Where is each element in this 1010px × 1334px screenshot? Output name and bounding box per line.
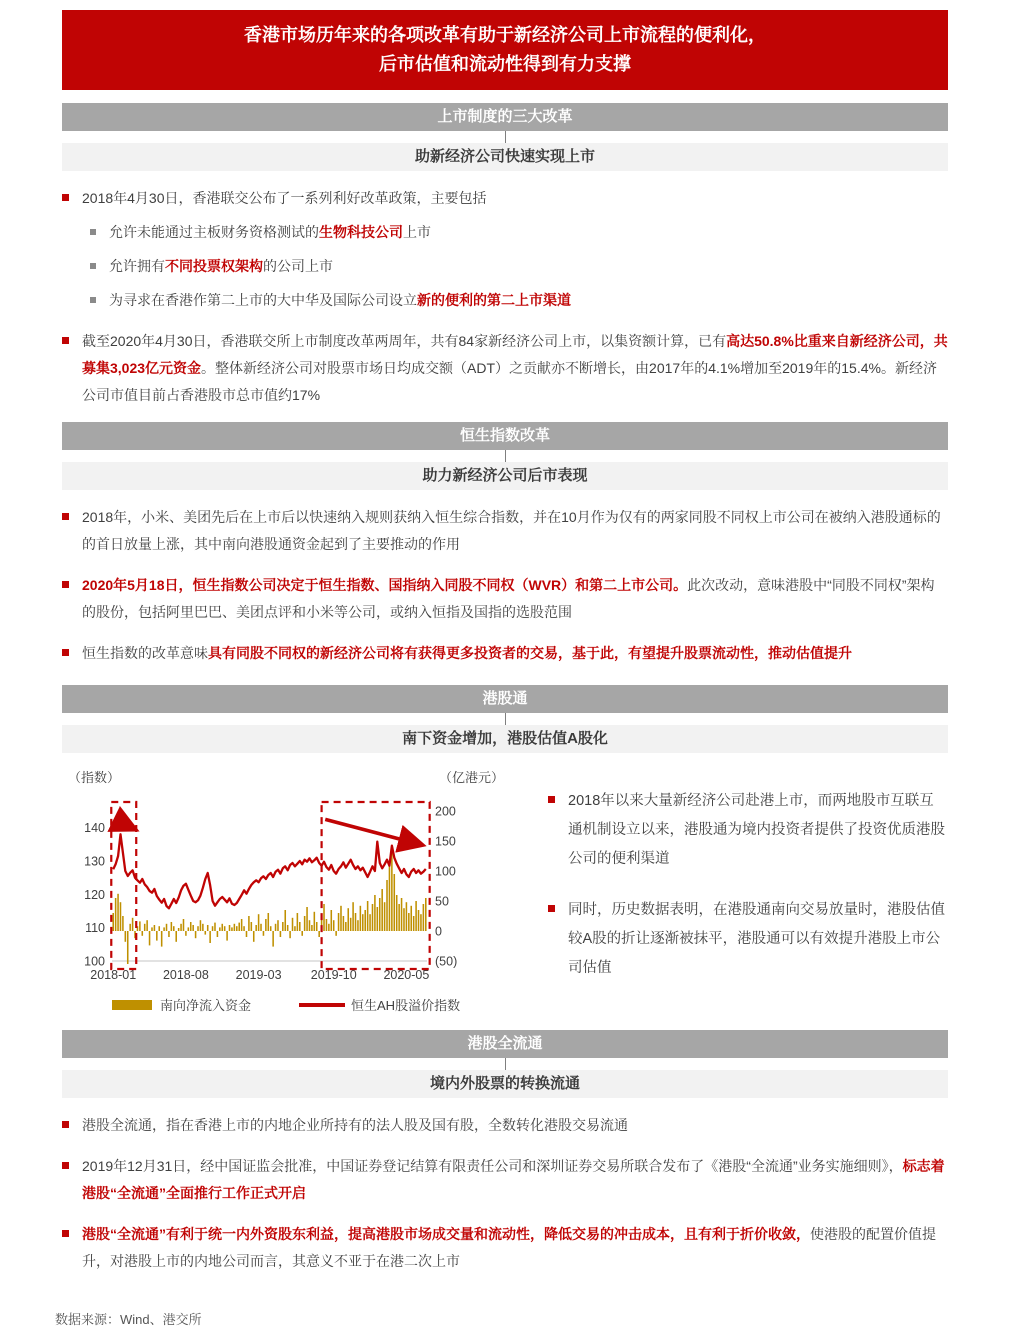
bullet-item xyxy=(62,572,948,626)
svg-text:2019-10: 2019-10 xyxy=(310,968,357,982)
svg-text:110: 110 xyxy=(85,921,105,936)
legend-item-ah-premium xyxy=(299,995,460,1014)
bullet-marker-icon xyxy=(62,581,69,588)
legend-swatch-line-icon xyxy=(299,1003,345,1007)
svg-text:100: 100 xyxy=(435,864,456,879)
bullet-marker-icon xyxy=(62,513,69,520)
bullet-marker-icon xyxy=(62,1230,69,1237)
right-axis-unit-label: （亿港元） xyxy=(438,770,504,785)
data-source: 数据来源：Wind、港交所 xyxy=(55,1312,202,1327)
bullet-marker-icon xyxy=(62,649,69,656)
svg-text:(50): (50) xyxy=(435,954,458,969)
bullet-list xyxy=(62,1112,948,1275)
bullet-text: 允许未能通过主板财务资格测试的生物科技公司上市 xyxy=(109,224,431,240)
bullet-item xyxy=(62,185,948,212)
section-connector xyxy=(505,450,506,462)
section-subheader-hsi-reform: 助力新经济公司后市表现 xyxy=(62,462,948,490)
svg-text:140: 140 xyxy=(84,821,105,836)
bullet-list xyxy=(62,504,948,667)
legend-swatch-bar-icon xyxy=(112,1000,152,1010)
svg-text:0: 0 xyxy=(435,924,442,939)
section-connector xyxy=(505,131,506,143)
legend-label-ah-premium: 恒生AH股溢价指数 xyxy=(351,998,461,1013)
bullet-marker-icon xyxy=(90,229,96,235)
bullet-list xyxy=(514,763,948,1014)
bullet-text: 为寻求在香港作第二上市的大中华及国际公司设立新的便利的第二上市渠道 xyxy=(109,292,571,308)
svg-text:100: 100 xyxy=(84,954,105,969)
ah-premium-chart xyxy=(62,763,514,1014)
bullet-item xyxy=(548,896,948,983)
bullet-marker-icon xyxy=(62,1121,69,1128)
svg-text:2018-01: 2018-01 xyxy=(90,968,137,982)
left-axis-unit-label: （指数） xyxy=(68,770,121,785)
bullet-text: 恒生指数的改革意味具有同股不同权的新经济公司将有获得更多投资者的交易，基于此，有望提升股票流动性，推动估值提升 xyxy=(82,645,852,661)
section-connector xyxy=(505,1058,506,1070)
section-header-stock-connect: 港股通 xyxy=(62,685,948,713)
bullet-item xyxy=(62,1112,948,1139)
bullet-text: 2018年以来大量新经济公司赴港上市，而两地股市互联互通机制设立以来，港股通为境内投资者提供了投资优质港股公司的便利渠道 xyxy=(568,793,945,867)
bullet-item xyxy=(62,1221,948,1275)
bullet-marker-icon xyxy=(90,297,96,303)
bullet-marker-icon xyxy=(62,337,69,344)
svg-text:2019-03: 2019-03 xyxy=(235,968,282,982)
sub-bullet-item xyxy=(90,253,948,280)
bullet-list xyxy=(62,185,948,409)
page-title-line2: 后市估值和流动性得到有力支撑 xyxy=(379,54,631,74)
legend-label-southbound: 南向净流入资金 xyxy=(160,998,252,1013)
section-subheader-listing-reforms: 助新经济公司快速实现上市 xyxy=(62,143,948,171)
bullet-text: 截至2020年4月30日，香港联交所上市制度改革两周年，共有84家新经济公司上市，以集资额计算，已有高达50.8%比重来自新经济公司，共募集3,023亿元资金。整体新经济公司对股票市场日均成交额（ADT）之贡献亦不断增长，由2017年的4.1%增加至2019年的15.4%。新经济公司市值目前占香港股市总市值约17% xyxy=(82,333,948,403)
bullet-text: 允许拥有不同投票权架构的公司上市 xyxy=(109,258,333,274)
bullet-marker-icon xyxy=(90,263,96,269)
svg-text:120: 120 xyxy=(84,887,105,902)
bullet-item xyxy=(62,328,948,409)
report-page xyxy=(62,10,948,1275)
bullet-text: 2018年，小米、美团先后在上市后以快速纳入规则获纳入恒生综合指数，并在10月作为仅有的两家同股不同权上市公司在被纳入港股通标的的首日放量上涨，其中南向港股通资金起到了主要推动的作用 xyxy=(82,509,941,552)
bullet-marker-icon xyxy=(62,1162,69,1169)
bullet-marker-icon xyxy=(548,796,555,803)
bullet-text: 港股全流通，指在香港上市的内地企业所持有的法人股及国有股，全数转化港股交易流通 xyxy=(82,1117,628,1133)
bullet-item xyxy=(548,787,948,874)
svg-text:150: 150 xyxy=(435,834,456,849)
bullet-item xyxy=(62,640,948,667)
bullet-text: 2020年5月18日，恒生指数公司决定于恒生指数、国指纳入同股不同权（WVR）和第二上市公司。此次改动，意味港股中“同股不同权”架构的股份，包括阿里巴巴、美团点评和小米等公司，或纳入恒指及国指的选股范围 xyxy=(82,577,935,620)
bullet-marker-icon xyxy=(62,194,69,201)
section-header-hsi-reform: 恒生指数改革 xyxy=(62,422,948,450)
bullet-item xyxy=(62,504,948,558)
section-connector xyxy=(505,713,506,725)
section-header-listing-reforms: 上市制度的三大改革 xyxy=(62,103,948,131)
bullet-text: 2018年4月30日，香港联交公布了一系列利好改革政策，主要包括 xyxy=(82,190,487,206)
svg-text:2020-05: 2020-05 xyxy=(383,968,430,982)
bullet-text: 同时，历史数据表明，在港股通南向交易放量时，港股估值较A股的折让逐渐被抹平，港股通可以有效提升港股上市公司估值 xyxy=(568,902,945,976)
bullet-item xyxy=(62,1153,948,1207)
bullet-text: 2019年12月31日，经中国证监会批准，中国证券登记结算有限责任公司和深圳证券交易所联合发布了《港股“全流通”业务实施细则》，标志着港股“全流通”全面推行工作正式开启 xyxy=(82,1158,945,1201)
bullet-marker-icon xyxy=(548,905,555,912)
sub-bullet-item xyxy=(90,219,948,246)
stock-connect-content xyxy=(62,763,948,1014)
page-title-line1: 香港市场历年来的各项改革有助于新经济公司上市流程的便利化， xyxy=(244,25,766,45)
chart-legend xyxy=(112,995,514,1014)
svg-text:50: 50 xyxy=(435,894,449,909)
section-subheader-full-circulation: 境内外股票的转换流通 xyxy=(62,1070,948,1098)
section-subheader-stock-connect: 南下资金增加，港股估值A股化 xyxy=(62,725,948,753)
svg-text:200: 200 xyxy=(435,804,456,819)
svg-text:130: 130 xyxy=(84,854,105,869)
page-title xyxy=(62,10,948,90)
svg-text:2018-08: 2018-08 xyxy=(162,968,209,982)
bullet-text: 港股“全流通”有利于统一内外资股东利益，提高港股市场成交量和流动性，降低交易的冲击成本，且有利于折价收敛，使港股的配置价值提升，对港股上市的内地公司而言，其意义不亚于在港二次上市 xyxy=(82,1226,936,1269)
sub-bullet-item xyxy=(90,287,948,314)
section-header-full-circulation: 港股全流通 xyxy=(62,1030,948,1058)
legend-item-southbound xyxy=(112,995,251,1014)
chart-canvas xyxy=(62,786,514,984)
